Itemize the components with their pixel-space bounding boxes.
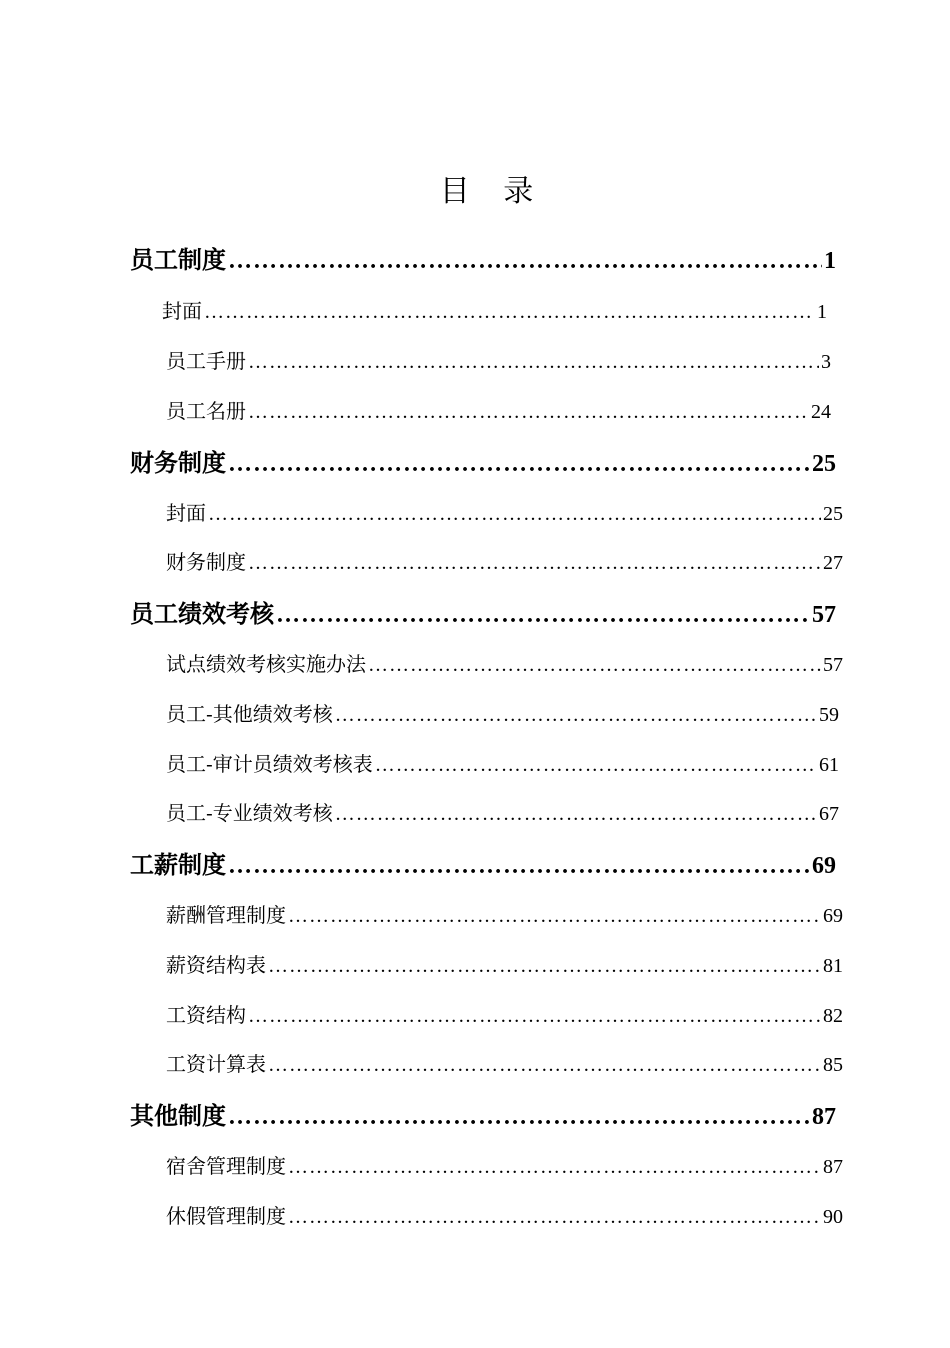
toc-entry-label: 员工制度 <box>130 245 226 274</box>
toc-entry-label: 员工-其他绩效考核 <box>166 702 333 726</box>
toc-leader-dots <box>268 955 821 978</box>
toc-leader-dots <box>228 1104 810 1131</box>
toc-entry-label: 其他制度 <box>130 1101 226 1130</box>
toc-entry-label: 薪酬管理制度 <box>166 903 286 927</box>
toc-page-number: 57 <box>812 602 836 628</box>
toc-leader-dots <box>335 704 817 727</box>
toc-page-number: 67 <box>819 803 839 825</box>
toc-page-number: 57 <box>823 654 843 676</box>
toc-leader-dots <box>248 401 809 424</box>
toc-leader-dots <box>248 1005 821 1028</box>
toc-page-number: 59 <box>819 704 839 726</box>
toc-subentry[interactable] <box>166 345 831 374</box>
toc-entry-label: 休假管理制度 <box>166 1204 286 1228</box>
toc-section-entry[interactable] <box>130 1096 836 1131</box>
toc-subentry[interactable] <box>166 395 831 424</box>
toc-entry-label: 工薪制度 <box>130 850 226 879</box>
toc-leader-dots <box>375 754 817 777</box>
toc-leader-dots <box>208 503 821 526</box>
toc-page-number: 27 <box>823 552 843 574</box>
toc-subentry[interactable] <box>162 295 827 324</box>
toc-subentry[interactable] <box>166 546 843 575</box>
toc-page-number: 61 <box>819 754 839 776</box>
toc-entry-label: 封面 <box>166 501 206 525</box>
toc-section-entry[interactable] <box>130 594 836 629</box>
toc-subentry[interactable] <box>166 698 839 727</box>
toc-subentry[interactable] <box>166 899 843 928</box>
toc-entry-label: 员工-专业绩效考核 <box>166 801 333 825</box>
toc-leader-dots <box>288 1206 821 1229</box>
toc-page-number: 3 <box>821 351 831 373</box>
toc-title: 目 录 <box>439 174 546 209</box>
toc-page-number: 1 <box>817 301 827 323</box>
toc-subentry[interactable] <box>166 1200 843 1229</box>
toc-entry-label: 员工名册 <box>166 399 246 423</box>
toc-page-number: 1 <box>824 248 836 274</box>
toc-section-entry[interactable] <box>130 845 836 880</box>
toc-page-number: 85 <box>823 1054 843 1076</box>
toc-leader-dots <box>248 552 821 575</box>
toc-leader-dots <box>288 1156 821 1179</box>
toc-entry-label: 薪资结构表 <box>166 953 266 977</box>
toc-leader-dots <box>228 853 810 880</box>
toc-entry-label: 工资结构 <box>166 1003 246 1027</box>
toc-page-number: 69 <box>823 905 843 927</box>
toc-section-entry[interactable] <box>130 443 836 478</box>
toc-leader-dots <box>228 248 822 275</box>
toc-subentry[interactable] <box>166 497 843 526</box>
toc-subentry[interactable] <box>166 797 839 826</box>
toc-page-number: 90 <box>823 1206 843 1228</box>
toc-page-number: 87 <box>812 1104 836 1130</box>
toc-entry-label: 工资计算表 <box>166 1052 266 1076</box>
toc-entry-label: 员工-审计员绩效考核表 <box>166 752 373 776</box>
toc-subentry[interactable] <box>166 949 843 978</box>
toc-page-number: 81 <box>823 955 843 977</box>
toc-page-number: 69 <box>812 853 836 879</box>
toc-page-number: 87 <box>823 1156 843 1178</box>
toc-page-number: 82 <box>823 1005 843 1027</box>
toc-leader-dots <box>368 654 821 677</box>
toc-page-number: 24 <box>811 401 831 423</box>
toc-subentry[interactable] <box>166 1150 843 1179</box>
toc-entry-label: 宿舍管理制度 <box>166 1154 286 1178</box>
toc-entry-label: 封面 <box>162 299 202 323</box>
toc-subentry[interactable] <box>166 1048 843 1077</box>
toc-leader-dots <box>288 905 821 928</box>
toc-section-entry[interactable] <box>130 240 836 275</box>
toc-leader-dots <box>204 301 815 324</box>
toc-leader-dots <box>228 451 810 478</box>
toc-leader-dots <box>268 1054 821 1077</box>
toc-subentry[interactable] <box>166 999 843 1028</box>
toc-entry-label: 财务制度 <box>130 448 226 477</box>
toc-entry-label: 试点绩效考核实施办法 <box>166 652 366 676</box>
toc-subentry[interactable] <box>166 648 843 677</box>
toc-entry-label: 财务制度 <box>166 550 246 574</box>
toc-leader-dots <box>335 803 817 826</box>
toc-page-number: 25 <box>823 503 843 525</box>
toc-page-number: 25 <box>812 451 836 477</box>
toc-entry-label: 员工手册 <box>166 349 246 373</box>
toc-leader-dots <box>276 602 810 629</box>
toc-subentry[interactable] <box>166 748 839 777</box>
toc-leader-dots <box>248 351 819 374</box>
toc-entry-label: 员工绩效考核 <box>130 599 274 628</box>
